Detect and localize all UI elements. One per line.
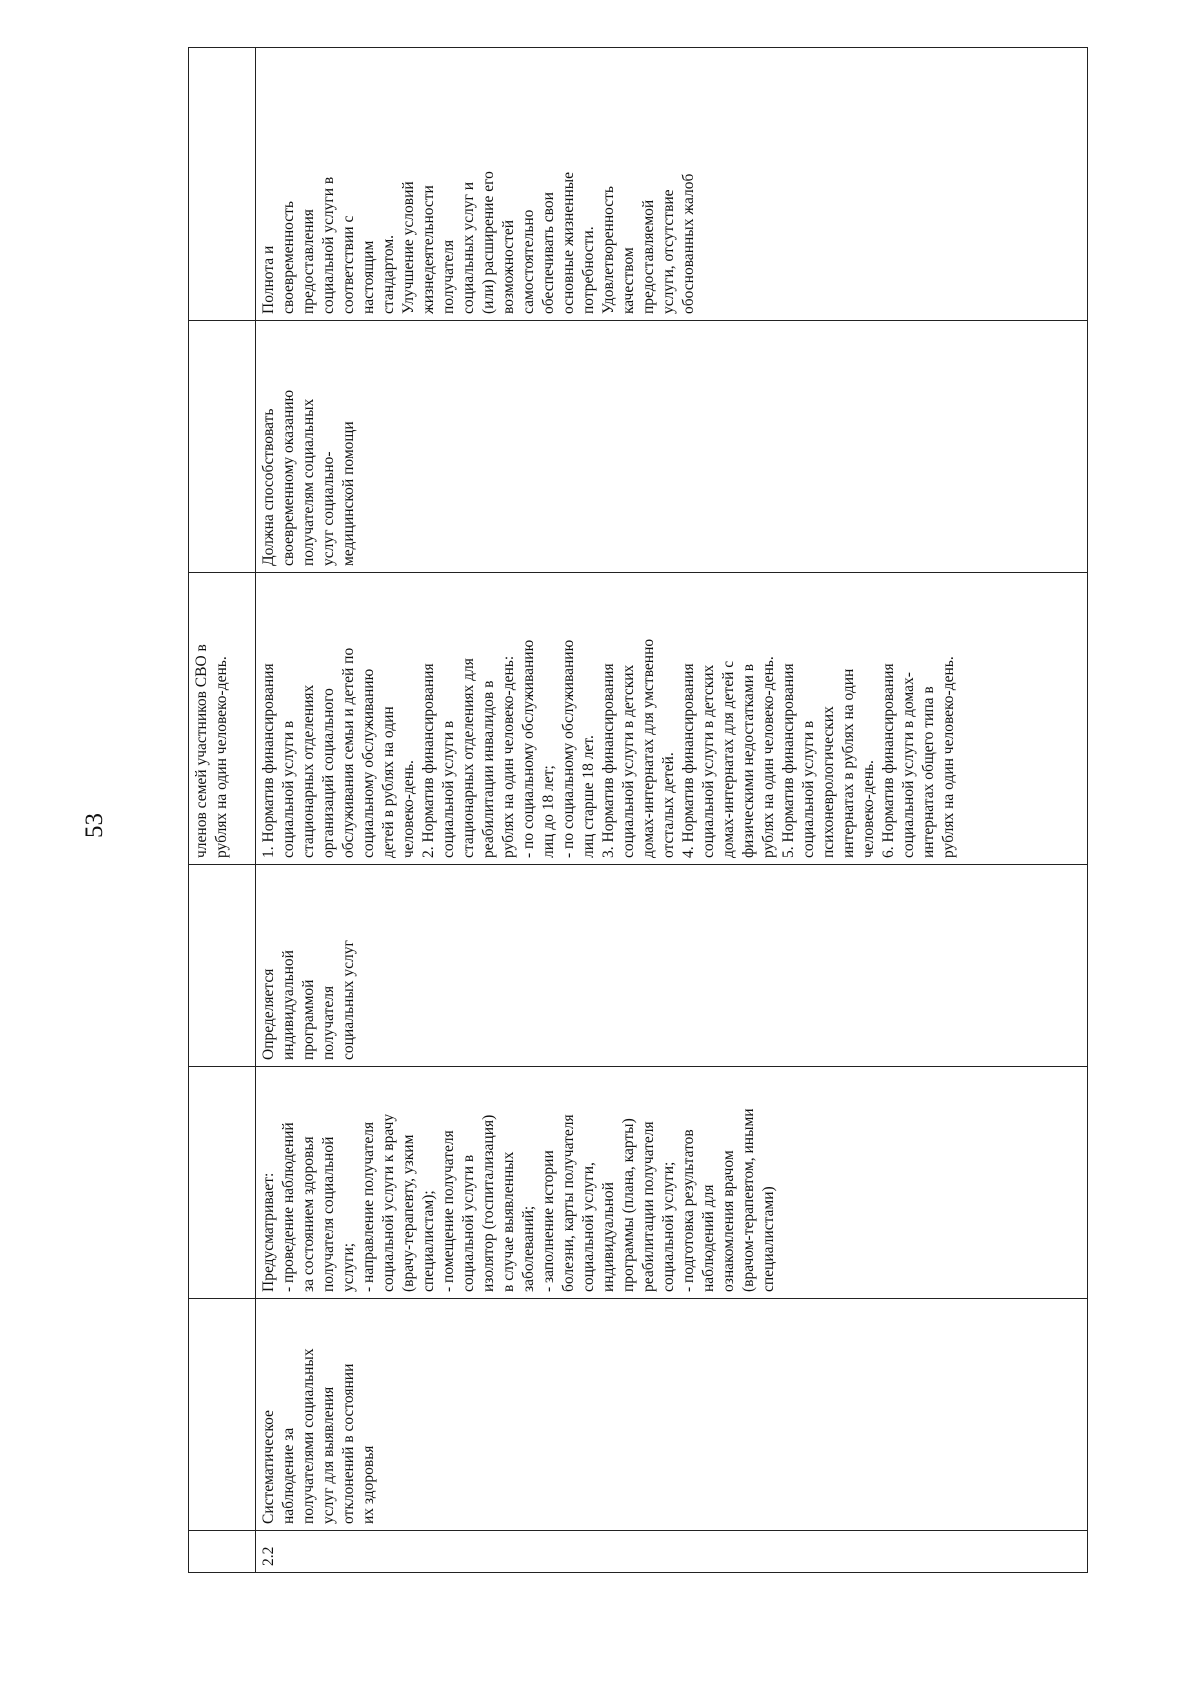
service-description: Предусматривает: - проведение наблюдений за состоянием здоровья получателя социальной услуги; - направление получателя социальной услуги к врачу (врачу-терапевту, узким специалистам); - помещение получателя социальной услуги в изолятор (госпитализация) в случае выявленных заболеваний; - заполнение истории болезни, карты получателя социальной услуги, индивидуальной программы (плана, карты) реабилитации получателя социальной услуги; - подготовка результатов наблюдений для ознакомления врачом (врачом-терапевтом, иными специалистами): [260, 1108, 777, 1292]
quality-cell-empty: [189, 48, 256, 321]
volume-cell-empty: [189, 865, 256, 1067]
row-number: 2.2: [260, 1546, 277, 1566]
row-number-cell: [256, 1531, 1088, 1573]
conditions-cell-empty: [189, 321, 256, 573]
page-number: 53: [81, 813, 108, 838]
volume-cell: [256, 865, 1088, 1067]
rotated-table-container: [188, 48, 1088, 1573]
service-conditions: Должна способствовать своевременному оказанию получателям социальных услуг социально- медицинской помощи: [260, 389, 357, 566]
continuation-cell: [189, 573, 256, 865]
service-name: Систематическое наблюдение за получателями социальных услуг для выявления отклонений в состоянии их здоровья: [260, 1348, 377, 1524]
continuation-row: [189, 48, 256, 1573]
quality-indicators: Полнота и своевременность предоставления социальной услуги в соответствии с настоящим стандартом. Улучшение условий жизнедеятельности получателя социальных услуг и (или) расширение его возможностей самостоятельно обеспечивать свои основные жизненные потребности. Удовлетворенность качеством предоставляемой услуги, отсутствие обоснованных жалоб: [260, 171, 697, 314]
description-cell-empty: [189, 1067, 256, 1299]
service-name-cell: [256, 1299, 1088, 1531]
continuation-text: членов семей участников СВО в рублях на один человеко-день.: [193, 644, 230, 858]
number-cell-empty: [189, 1531, 256, 1573]
service-name-cell-empty: [189, 1299, 256, 1531]
description-cell: [256, 1067, 1088, 1299]
conditions-cell: [256, 321, 1088, 573]
service-volume: Определяется индивидуальной программой получателя социальных услуг: [260, 940, 357, 1060]
financing-norm: 1. Норматив финансирования социальной услуги в стационарных отделениях организаций социального обслуживания семьи и детей по социальному обслуживанию детей в рублях на один человеко-день. 2. Норматив финансирования социальной услуги в стационарных отделениях для реабилитации инвалидов в рублях на один человеко-день: - по социальному обслуживанию лиц до 18 лет; - по социальному обслуживанию лиц старше 18 лет. 3. Норматив финансирования социальной услуги в детских домах-интернатах для умственно отсталых детей. 4. Норматив финансирования социальной услуги в детских домах-интернатах для детей с физическими недостатками в рублях на один человеко-день. 5. Норматив финансирования социальной услуги в психоневрологических интернатах в рублях на один человеко-день. 6. Норматив финансирования социальной услуги в домах- интернатах общего типа в рублях на один человеко-день.: [260, 638, 957, 858]
financing-norm-cell: [256, 573, 1088, 865]
quality-indicators-cell: [256, 48, 1088, 321]
standards-table: [188, 47, 1088, 1573]
table-row: [256, 48, 1088, 1573]
